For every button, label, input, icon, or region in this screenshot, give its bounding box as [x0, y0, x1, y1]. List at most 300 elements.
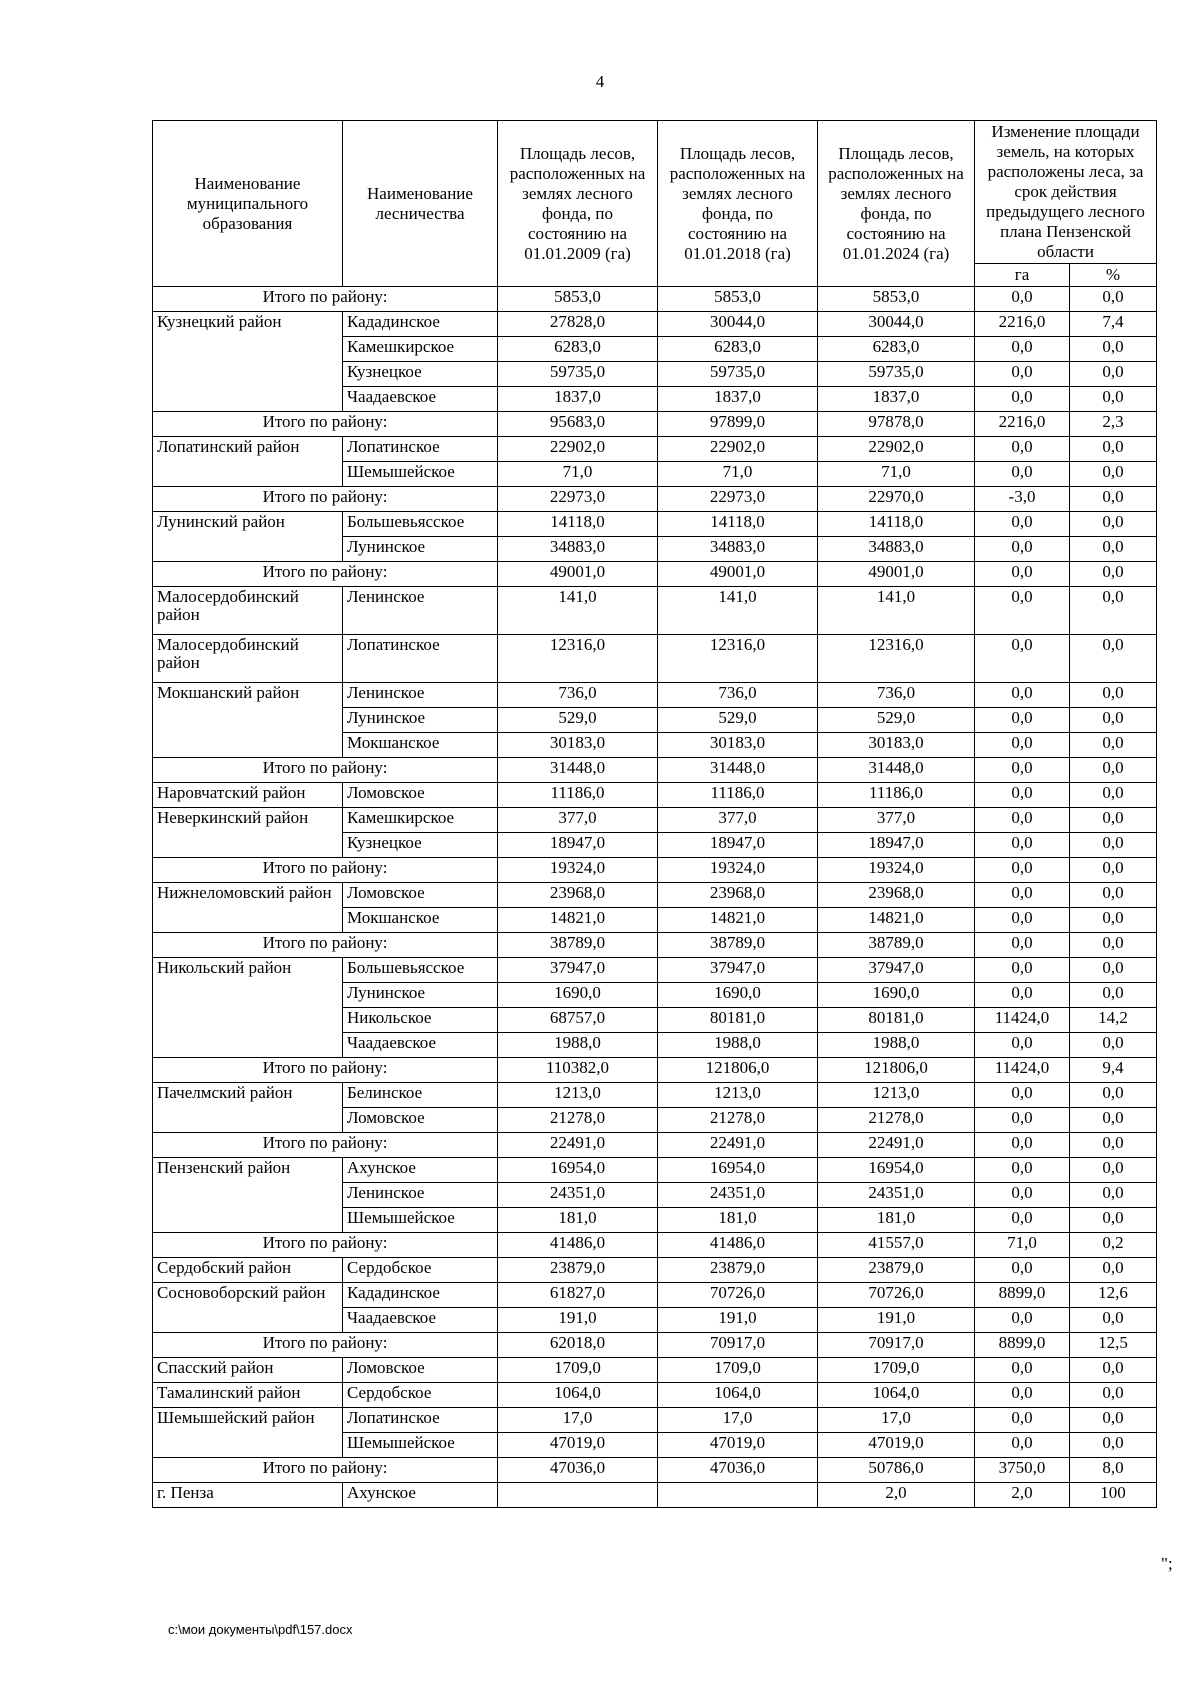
- total-row: [153, 1133, 1157, 1158]
- forestry-cell: Большевьясское: [343, 958, 498, 983]
- change-ha-cell: 0,0: [975, 537, 1070, 562]
- area-2018-cell: 47036,0: [658, 1458, 818, 1483]
- change-ha-cell: 8899,0: [975, 1283, 1070, 1308]
- municipality-cell: Спасский район: [153, 1358, 343, 1383]
- change-ha-cell: 0,0: [975, 462, 1070, 487]
- change-pct-cell: 0,0: [1070, 537, 1157, 562]
- change-ha-cell: 0,0: [975, 933, 1070, 958]
- change-pct-cell: 0,0: [1070, 1033, 1157, 1058]
- area-2024-cell: 1690,0: [818, 983, 975, 1008]
- area-2018-cell: 14118,0: [658, 512, 818, 537]
- area-2009-cell: 27828,0: [498, 312, 658, 337]
- area-2018-cell: 16954,0: [658, 1158, 818, 1183]
- change-pct-cell: 0,0: [1070, 1308, 1157, 1333]
- forestry-cell: Чаадаевское: [343, 1308, 498, 1333]
- area-2018-cell: 736,0: [658, 683, 818, 708]
- change-ha-cell: 0,0: [975, 1083, 1070, 1108]
- area-2024-cell: 47019,0: [818, 1433, 975, 1458]
- change-pct-cell: 0,0: [1070, 858, 1157, 883]
- area-2024-cell: 30044,0: [818, 312, 975, 337]
- area-2018-cell: 1064,0: [658, 1383, 818, 1408]
- area-2018-cell: 41486,0: [658, 1233, 818, 1258]
- change-ha-cell: 0,0: [975, 833, 1070, 858]
- area-2018-cell: 97899,0: [658, 412, 818, 437]
- change-pct-cell: 0,0: [1070, 1083, 1157, 1108]
- area-2018-cell: 18947,0: [658, 833, 818, 858]
- area-2024-cell: 1064,0: [818, 1383, 975, 1408]
- forestry-cell: Шемышейское: [343, 462, 498, 487]
- area-2024-cell: 12316,0: [818, 635, 975, 683]
- area-2009-cell: 529,0: [498, 708, 658, 733]
- total-row: [153, 287, 1157, 312]
- area-2018-cell: 1690,0: [658, 983, 818, 1008]
- change-pct-cell: 2,3: [1070, 412, 1157, 437]
- area-2018-cell: 12316,0: [658, 635, 818, 683]
- change-ha-cell: 0,0: [975, 683, 1070, 708]
- forestry-cell: Ленинское: [343, 587, 498, 635]
- forestry-cell: Ломовское: [343, 783, 498, 808]
- change-pct-cell: 0,0: [1070, 1358, 1157, 1383]
- area-2024-cell: 80181,0: [818, 1008, 975, 1033]
- municipality-cell: Малосердобинский район: [153, 635, 343, 683]
- change-pct-cell: 8,0: [1070, 1458, 1157, 1483]
- change-pct-cell: 0,0: [1070, 1258, 1157, 1283]
- area-2018-cell: 1709,0: [658, 1358, 818, 1383]
- change-pct-cell: 0,0: [1070, 487, 1157, 512]
- area-2024-cell: 121806,0: [818, 1058, 975, 1083]
- table-row: [153, 958, 1157, 983]
- change-ha-cell: 0,0: [975, 437, 1070, 462]
- change-ha-cell: 0,0: [975, 635, 1070, 683]
- change-pct-cell: 0,0: [1070, 362, 1157, 387]
- change-pct-cell: 0,0: [1070, 1433, 1157, 1458]
- area-2009-cell: 71,0: [498, 462, 658, 487]
- change-ha-cell: 0,0: [975, 337, 1070, 362]
- change-pct-cell: 0,0: [1070, 758, 1157, 783]
- total-label: Итого по району:: [153, 933, 498, 958]
- forestry-cell: Большевьясское: [343, 512, 498, 537]
- forestry-cell: Кузнецкое: [343, 362, 498, 387]
- forestry-cell: Мокшанское: [343, 908, 498, 933]
- area-2009-cell: 37947,0: [498, 958, 658, 983]
- total-label: Итого по району:: [153, 1133, 498, 1158]
- area-2024-cell: 377,0: [818, 808, 975, 833]
- area-2024-cell: 14821,0: [818, 908, 975, 933]
- area-2024-cell: 529,0: [818, 708, 975, 733]
- area-2009-cell: 31448,0: [498, 758, 658, 783]
- forestry-cell: Чаадаевское: [343, 1033, 498, 1058]
- change-pct-cell: 0,0: [1070, 1183, 1157, 1208]
- forestry-cell: Лунинское: [343, 708, 498, 733]
- area-2009-cell: 6283,0: [498, 337, 658, 362]
- change-pct-cell: 0,0: [1070, 833, 1157, 858]
- area-2018-cell: 70917,0: [658, 1333, 818, 1358]
- area-2024-cell: 2,0: [818, 1483, 975, 1508]
- area-2018-cell: 30183,0: [658, 733, 818, 758]
- area-2009-cell: [498, 1483, 658, 1508]
- area-2024-cell: 1988,0: [818, 1033, 975, 1058]
- change-pct-cell: 0,0: [1070, 783, 1157, 808]
- change-pct-cell: 0,0: [1070, 635, 1157, 683]
- change-pct-cell: 0,0: [1070, 733, 1157, 758]
- change-pct-cell: 0,0: [1070, 683, 1157, 708]
- municipality-cell: Неверкинский район: [153, 808, 343, 858]
- change-pct-cell: 0,2: [1070, 1233, 1157, 1258]
- municipality-cell: Пензенский район: [153, 1158, 343, 1233]
- total-row: [153, 758, 1157, 783]
- change-pct-cell: 12,6: [1070, 1283, 1157, 1308]
- total-row: [153, 933, 1157, 958]
- forestry-cell: Лопатинское: [343, 437, 498, 462]
- area-2018-cell: 22973,0: [658, 487, 818, 512]
- area-2024-cell: 14118,0: [818, 512, 975, 537]
- closing-mark: ";: [1161, 1554, 1173, 1573]
- forestry-cell: Никольское: [343, 1008, 498, 1033]
- header-municipality: Наименование муниципального образования: [153, 121, 343, 287]
- area-2024-cell: 71,0: [818, 462, 975, 487]
- area-2009-cell: 95683,0: [498, 412, 658, 437]
- table-row: [153, 1283, 1157, 1308]
- change-ha-cell: 0,0: [975, 808, 1070, 833]
- change-pct-cell: 0,0: [1070, 287, 1157, 312]
- table-row: [153, 1483, 1157, 1508]
- forestry-cell: Кададинское: [343, 312, 498, 337]
- change-pct-cell: 0,0: [1070, 562, 1157, 587]
- change-ha-cell: 0,0: [975, 958, 1070, 983]
- area-2024-cell: 70917,0: [818, 1333, 975, 1358]
- change-ha-cell: 0,0: [975, 758, 1070, 783]
- change-ha-cell: 0,0: [975, 1383, 1070, 1408]
- municipality-cell: Сердобский район: [153, 1258, 343, 1283]
- total-label: Итого по району:: [153, 1458, 498, 1483]
- forestry-cell: Лопатинское: [343, 1408, 498, 1433]
- change-pct-cell: 0,0: [1070, 512, 1157, 537]
- change-ha-cell: 0,0: [975, 883, 1070, 908]
- area-2024-cell: 24351,0: [818, 1183, 975, 1208]
- header-change-pct: %: [1070, 264, 1157, 287]
- area-2018-cell: 121806,0: [658, 1058, 818, 1083]
- area-2009-cell: 14118,0: [498, 512, 658, 537]
- area-2009-cell: 59735,0: [498, 362, 658, 387]
- change-ha-cell: -3,0: [975, 487, 1070, 512]
- area-2018-cell: 59735,0: [658, 362, 818, 387]
- change-ha-cell: 0,0: [975, 1158, 1070, 1183]
- area-2009-cell: 377,0: [498, 808, 658, 833]
- page-number: 4: [595, 72, 605, 91]
- area-2018-cell: 529,0: [658, 708, 818, 733]
- forestry-cell: Лунинское: [343, 983, 498, 1008]
- table-row: [153, 1408, 1157, 1433]
- area-2018-cell: 1837,0: [658, 387, 818, 412]
- change-ha-cell: 0,0: [975, 908, 1070, 933]
- area-2024-cell: 736,0: [818, 683, 975, 708]
- table-row: [153, 808, 1157, 833]
- area-2009-cell: 62018,0: [498, 1333, 658, 1358]
- change-ha-cell: 0,0: [975, 587, 1070, 635]
- header-area-2018: Площадь лесов, расположенных на землях лесного фонда, по состоянию на 01.01.2018 (га): [658, 121, 818, 287]
- forestry-cell: Мокшанское: [343, 733, 498, 758]
- table-row: [153, 1158, 1157, 1183]
- total-label: Итого по району:: [153, 1333, 498, 1358]
- area-2024-cell: 1709,0: [818, 1358, 975, 1383]
- area-2018-cell: 1988,0: [658, 1033, 818, 1058]
- area-2009-cell: 21278,0: [498, 1108, 658, 1133]
- area-2018-cell: 31448,0: [658, 758, 818, 783]
- forestry-cell: Камешкирское: [343, 808, 498, 833]
- total-row: [153, 1058, 1157, 1083]
- municipality-cell: Мокшанский район: [153, 683, 343, 758]
- forestry-cell: Кададинское: [343, 1283, 498, 1308]
- area-2018-cell: 71,0: [658, 462, 818, 487]
- area-2009-cell: 22902,0: [498, 437, 658, 462]
- change-pct-cell: 0,0: [1070, 883, 1157, 908]
- area-2024-cell: 23879,0: [818, 1258, 975, 1283]
- total-label: Итого по району:: [153, 287, 498, 312]
- change-pct-cell: 0,0: [1070, 462, 1157, 487]
- area-2009-cell: 23879,0: [498, 1258, 658, 1283]
- footer-file-path: c:\мои документы\pdf\157.docx: [168, 1622, 353, 1637]
- area-2024-cell: 6283,0: [818, 337, 975, 362]
- change-ha-cell: 2,0: [975, 1483, 1070, 1508]
- change-ha-cell: 0,0: [975, 1308, 1070, 1333]
- change-ha-cell: 0,0: [975, 708, 1070, 733]
- area-2009-cell: 41486,0: [498, 1233, 658, 1258]
- change-pct-cell: 0,0: [1070, 708, 1157, 733]
- table-row: [153, 883, 1157, 908]
- area-2024-cell: 1213,0: [818, 1083, 975, 1108]
- total-label: Итого по району:: [153, 412, 498, 437]
- area-2024-cell: 70726,0: [818, 1283, 975, 1308]
- municipality-cell: Шемышейский район: [153, 1408, 343, 1458]
- area-2018-cell: 191,0: [658, 1308, 818, 1333]
- change-ha-cell: 11424,0: [975, 1008, 1070, 1033]
- area-2018-cell: 5853,0: [658, 287, 818, 312]
- total-row: [153, 1333, 1157, 1358]
- area-2024-cell: 1837,0: [818, 387, 975, 412]
- change-pct-cell: 14,2: [1070, 1008, 1157, 1033]
- change-pct-cell: 0,0: [1070, 437, 1157, 462]
- total-row: [153, 1233, 1157, 1258]
- forestry-cell: Шемышейское: [343, 1433, 498, 1458]
- area-2018-cell: 34883,0: [658, 537, 818, 562]
- total-label: Итого по району:: [153, 487, 498, 512]
- area-2018-cell: 377,0: [658, 808, 818, 833]
- municipality-cell: Лопатинский район: [153, 437, 343, 487]
- total-row: [153, 1458, 1157, 1483]
- area-2009-cell: 1690,0: [498, 983, 658, 1008]
- table-row: [153, 1358, 1157, 1383]
- forestry-cell: Сердобское: [343, 1383, 498, 1408]
- area-2009-cell: 1064,0: [498, 1383, 658, 1408]
- area-2018-cell: 19324,0: [658, 858, 818, 883]
- change-ha-cell: 3750,0: [975, 1458, 1070, 1483]
- area-2009-cell: 47019,0: [498, 1433, 658, 1458]
- area-2009-cell: 1837,0: [498, 387, 658, 412]
- area-2018-cell: 37947,0: [658, 958, 818, 983]
- area-2018-cell: 11186,0: [658, 783, 818, 808]
- area-2009-cell: 22491,0: [498, 1133, 658, 1158]
- change-ha-cell: 0,0: [975, 512, 1070, 537]
- area-2018-cell: 38789,0: [658, 933, 818, 958]
- header-area-2009: Площадь лесов, расположенных на землях лесного фонда, по состоянию на 01.01.2009 (га): [498, 121, 658, 287]
- forestry-cell: Ломовское: [343, 1108, 498, 1133]
- area-2009-cell: 191,0: [498, 1308, 658, 1333]
- area-2024-cell: 181,0: [818, 1208, 975, 1233]
- change-pct-cell: 0,0: [1070, 1408, 1157, 1433]
- change-ha-cell: 0,0: [975, 362, 1070, 387]
- forestry-cell: Ломовское: [343, 1358, 498, 1383]
- area-2009-cell: 1709,0: [498, 1358, 658, 1383]
- area-2018-cell: [658, 1483, 818, 1508]
- area-2009-cell: 12316,0: [498, 635, 658, 683]
- change-ha-cell: 0,0: [975, 858, 1070, 883]
- area-2009-cell: 23968,0: [498, 883, 658, 908]
- area-2009-cell: 17,0: [498, 1408, 658, 1433]
- forestry-cell: Кузнецкое: [343, 833, 498, 858]
- area-2018-cell: 80181,0: [658, 1008, 818, 1033]
- area-2009-cell: 110382,0: [498, 1058, 658, 1083]
- change-pct-cell: 0,0: [1070, 587, 1157, 635]
- header-change-ha: га: [975, 264, 1070, 287]
- area-2024-cell: 21278,0: [818, 1108, 975, 1133]
- table-row: [153, 783, 1157, 808]
- area-2009-cell: 30183,0: [498, 733, 658, 758]
- area-2009-cell: 1988,0: [498, 1033, 658, 1058]
- change-ha-cell: 0,0: [975, 1408, 1070, 1433]
- change-pct-cell: 0,0: [1070, 1383, 1157, 1408]
- area-2024-cell: 49001,0: [818, 562, 975, 587]
- area-2009-cell: 34883,0: [498, 537, 658, 562]
- forestry-cell: Ленинское: [343, 1183, 498, 1208]
- total-row: [153, 562, 1157, 587]
- area-2009-cell: 181,0: [498, 1208, 658, 1233]
- change-ha-cell: 0,0: [975, 1108, 1070, 1133]
- table-row: [153, 312, 1157, 337]
- area-2024-cell: 37947,0: [818, 958, 975, 983]
- change-ha-cell: 0,0: [975, 1258, 1070, 1283]
- total-label: Итого по району:: [153, 1058, 498, 1083]
- change-ha-cell: 2216,0: [975, 312, 1070, 337]
- change-pct-cell: 0,0: [1070, 908, 1157, 933]
- change-ha-cell: 0,0: [975, 1183, 1070, 1208]
- area-2018-cell: 1213,0: [658, 1083, 818, 1108]
- forestry-cell: Лопатинское: [343, 635, 498, 683]
- header-forestry: Наименование лесничества: [343, 121, 498, 287]
- area-2009-cell: 736,0: [498, 683, 658, 708]
- municipality-cell: Сосновоборский район: [153, 1283, 343, 1333]
- area-2024-cell: 19324,0: [818, 858, 975, 883]
- change-pct-cell: 0,0: [1070, 808, 1157, 833]
- change-pct-cell: 0,0: [1070, 387, 1157, 412]
- table-row: [153, 1383, 1157, 1408]
- change-ha-cell: 11424,0: [975, 1058, 1070, 1083]
- header-row: [153, 121, 1157, 264]
- area-2018-cell: 6283,0: [658, 337, 818, 362]
- area-2009-cell: 22973,0: [498, 487, 658, 512]
- area-2024-cell: 141,0: [818, 587, 975, 635]
- area-2024-cell: 38789,0: [818, 933, 975, 958]
- area-2018-cell: 141,0: [658, 587, 818, 635]
- table-body: [153, 287, 1157, 1508]
- area-2009-cell: 61827,0: [498, 1283, 658, 1308]
- area-2024-cell: 22902,0: [818, 437, 975, 462]
- area-2018-cell: 47019,0: [658, 1433, 818, 1458]
- total-label: Итого по району:: [153, 758, 498, 783]
- total-row: [153, 858, 1157, 883]
- change-pct-cell: 12,5: [1070, 1333, 1157, 1358]
- area-2024-cell: 23968,0: [818, 883, 975, 908]
- forestry-cell: Камешкирское: [343, 337, 498, 362]
- change-pct-cell: 0,0: [1070, 1158, 1157, 1183]
- table-row: [153, 512, 1157, 537]
- change-pct-cell: 0,0: [1070, 933, 1157, 958]
- area-2024-cell: 16954,0: [818, 1158, 975, 1183]
- forestry-cell: Ломовское: [343, 883, 498, 908]
- area-2024-cell: 31448,0: [818, 758, 975, 783]
- area-2009-cell: 1213,0: [498, 1083, 658, 1108]
- change-ha-cell: 0,0: [975, 387, 1070, 412]
- area-2009-cell: 14821,0: [498, 908, 658, 933]
- area-2024-cell: 97878,0: [818, 412, 975, 437]
- table-row: [153, 683, 1157, 708]
- area-2024-cell: 22970,0: [818, 487, 975, 512]
- change-ha-cell: 0,0: [975, 1433, 1070, 1458]
- municipality-cell: Малосердобинский район: [153, 587, 343, 635]
- area-2009-cell: 47036,0: [498, 1458, 658, 1483]
- change-ha-cell: 0,0: [975, 1358, 1070, 1383]
- change-pct-cell: 0,0: [1070, 983, 1157, 1008]
- area-2018-cell: 23968,0: [658, 883, 818, 908]
- area-2018-cell: 70726,0: [658, 1283, 818, 1308]
- change-pct-cell: 0,0: [1070, 1133, 1157, 1158]
- forestry-cell: Лунинское: [343, 537, 498, 562]
- area-2009-cell: 18947,0: [498, 833, 658, 858]
- area-2024-cell: 50786,0: [818, 1458, 975, 1483]
- change-ha-cell: 0,0: [975, 1133, 1070, 1158]
- forestry-cell: Чаадаевское: [343, 387, 498, 412]
- area-2009-cell: 141,0: [498, 587, 658, 635]
- municipality-cell: Кузнецкий район: [153, 312, 343, 412]
- municipality-cell: Никольский район: [153, 958, 343, 1058]
- total-label: Итого по району:: [153, 858, 498, 883]
- area-2024-cell: 22491,0: [818, 1133, 975, 1158]
- area-2009-cell: 16954,0: [498, 1158, 658, 1183]
- header-area-2024: Площадь лесов, расположенных на землях лесного фонда, по состоянию на 01.01.2024 (га): [818, 121, 975, 287]
- forestry-cell: Белинское: [343, 1083, 498, 1108]
- area-2024-cell: 41557,0: [818, 1233, 975, 1258]
- area-2018-cell: 22902,0: [658, 437, 818, 462]
- municipality-cell: Нижнеломовский район: [153, 883, 343, 933]
- area-2024-cell: 191,0: [818, 1308, 975, 1333]
- area-2018-cell: 17,0: [658, 1408, 818, 1433]
- change-ha-cell: 2216,0: [975, 412, 1070, 437]
- change-pct-cell: 0,0: [1070, 1208, 1157, 1233]
- table-row: [153, 1083, 1157, 1108]
- area-2009-cell: 11186,0: [498, 783, 658, 808]
- table-row: [153, 1258, 1157, 1283]
- area-2018-cell: 23879,0: [658, 1258, 818, 1283]
- area-2024-cell: 59735,0: [818, 362, 975, 387]
- change-pct-cell: 7,4: [1070, 312, 1157, 337]
- change-ha-cell: 0,0: [975, 287, 1070, 312]
- area-2024-cell: 5853,0: [818, 287, 975, 312]
- change-ha-cell: 0,0: [975, 562, 1070, 587]
- total-label: Итого по району:: [153, 1233, 498, 1258]
- change-ha-cell: 8899,0: [975, 1333, 1070, 1358]
- change-ha-cell: 0,0: [975, 783, 1070, 808]
- area-2018-cell: 24351,0: [658, 1183, 818, 1208]
- municipality-cell: Тамалинский район: [153, 1383, 343, 1408]
